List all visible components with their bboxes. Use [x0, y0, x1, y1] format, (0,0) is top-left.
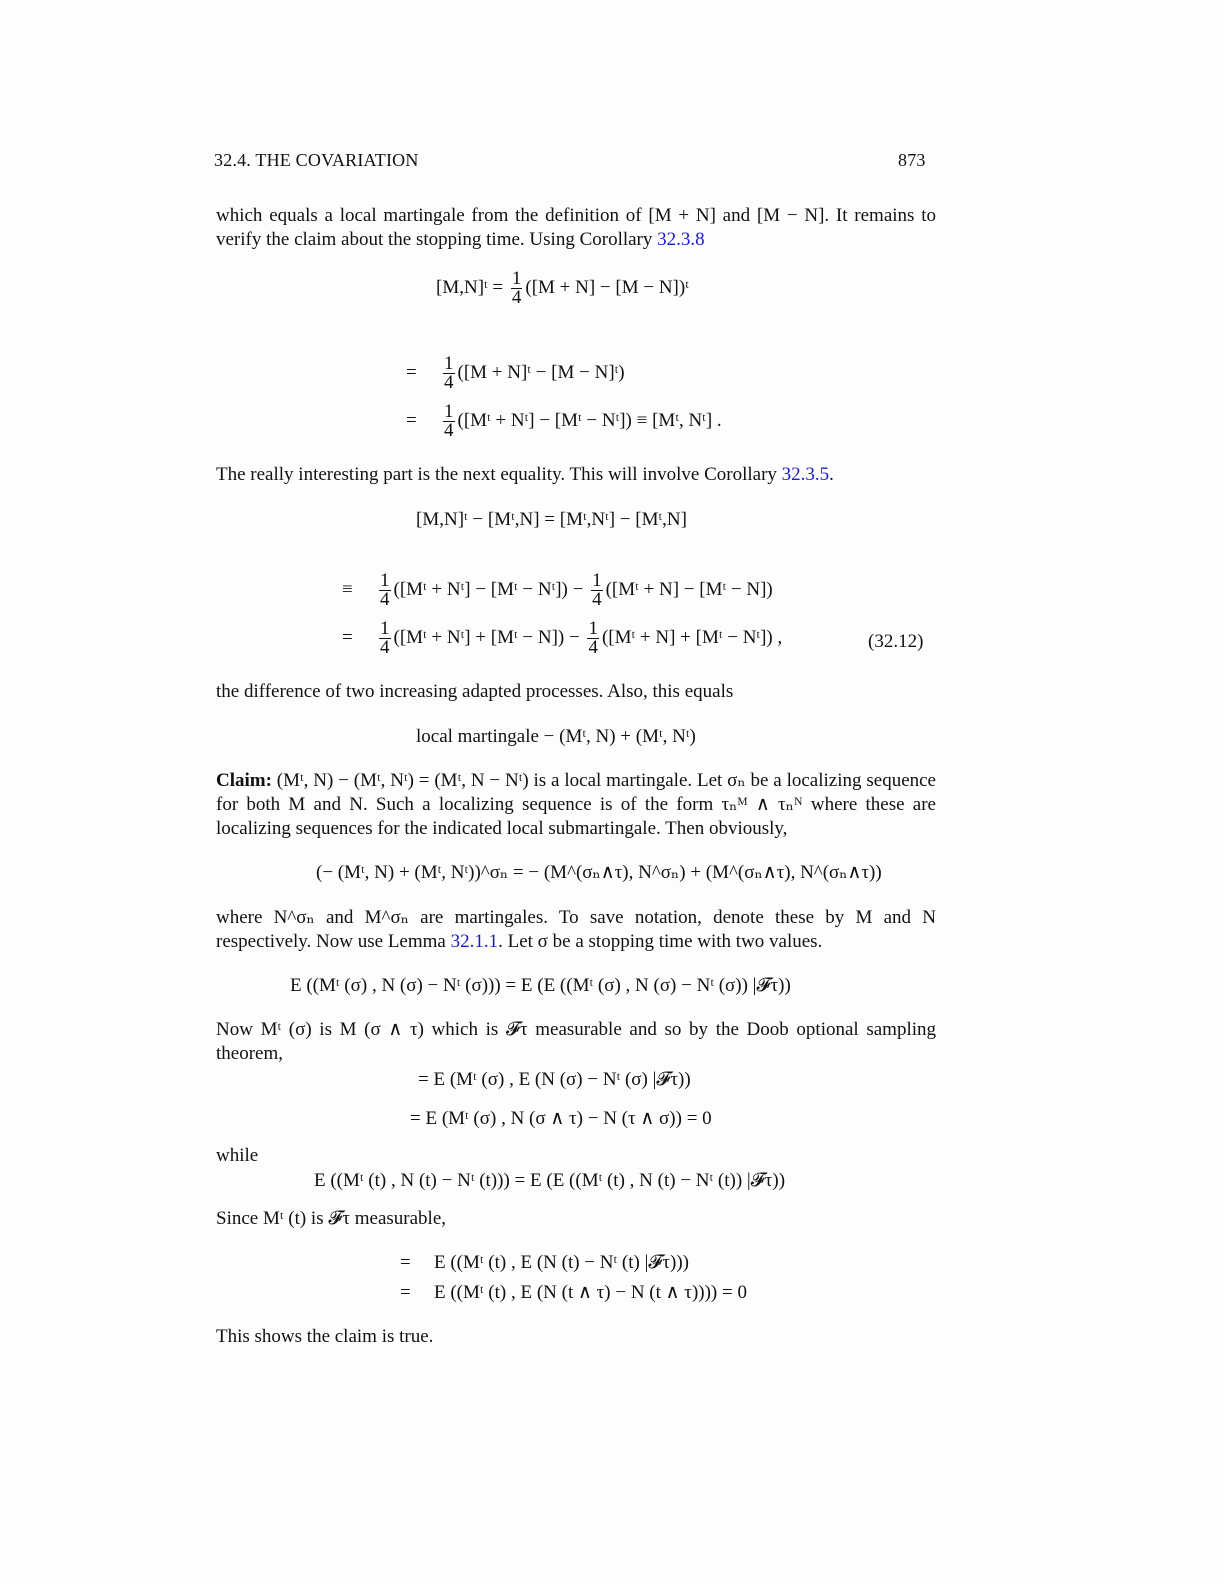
paragraph-8: Since Mᵗ (t) is 𝓕τ measurable, — [216, 1208, 447, 1229]
equation-10-line-2: = E ((Mᵗ (t) , E (N (t ∧ τ) − N (t ∧ τ)))) = 0 — [400, 1282, 747, 1303]
paragraph-7: while — [216, 1145, 259, 1166]
paragraph-2: The really interesting part is the next equality. This will involve Corollary 32.3.5. — [216, 464, 834, 485]
paragraph-1-text: which equals a local martingale from the definition of [M + N] and [M − N]. It remains to verify the claim about the stopping time. Using Corollary — [216, 205, 936, 250]
equation-6: (− (Mᵗ, N) + (Mᵗ, Nᵗ))^σₙ = − (M^(σₙ∧τ), N^σₙ) + (M^(σₙ∧τ), N^(σₙ∧τ)) — [316, 862, 882, 883]
equation-4-line-1: ≡ $\frac{1}{4}$ ([Mᵗ + Nᵗ] − [Mᵗ − Nᵗ]) − $\frac{1}{4}$ ([Mᵗ + N] − [Mᵗ − N]) — [342, 570, 773, 610]
equation-8-line-2: = E (Mᵗ (σ) , N (σ ∧ τ) − N (τ ∧ σ)) = 0 — [410, 1108, 712, 1129]
equation-2-line-2: = $\frac{1}{4}$ ([Mᵗ + Nᵗ] − [Mᵗ − Nᵗ]) ≡ [Mᵗ, Nᵗ] . — [406, 401, 722, 441]
equation-3: [M,N]ᵗ − [Mᵗ,N] = [Mᵗ,Nᵗ] − [Mᵗ,N] — [416, 509, 687, 530]
equation-1 — [436, 270, 689, 307]
lemma-link-32-1-1[interactable]: 32.1.1 — [450, 931, 499, 952]
eq1-lhs: [M,N]ᵗ = — [436, 276, 508, 298]
eq1-fraction: $\frac{1}{4}$ — [511, 268, 522, 308]
paragraph-5: where N^σₙ and M^σₙ are martingales. To save notation, denote these by M and N respectively. Now use Lemma 32.1.1. Let σ be a stopping time with two values. — [216, 907, 936, 952]
page-number: 873 — [898, 150, 926, 170]
equation-2-line-1: = $\frac{1}{4}$ ([M + N]ᵗ − [M − N]ᵗ) — [406, 353, 625, 393]
paragraph-1 — [216, 204, 936, 252]
equation-9: E ((Mᵗ (t) , N (t) − Nᵗ (t))) = E (E ((Mᵗ (t) , N (t) − Nᵗ (t)) |𝓕τ)) — [314, 1170, 786, 1191]
claim-paragraph: Claim: (Mᵗ, N) − (Mᵗ, Nᵗ) = (Mᵗ, N − Nᵗ) is a local martingale. Let σₙ be a localizing sequence for both M and N. Such a localizing sequence is of the form τₙᴹ ∧ τₙᴺ where these are localizing sequences for the indicated local submartingale. Then obviously, — [216, 770, 936, 839]
equation-10-line-1: = E ((Mᵗ (t) , E (N (t) − Nᵗ (t) |𝓕τ))) — [400, 1252, 690, 1273]
equation-tag-32-12: (32.12) — [868, 631, 924, 652]
equation-4-line-2: = $\frac{1}{4}$ ([Mᵗ + Nᵗ] + [Mᵗ − N]) − $\frac{1}{4}$ ([Mᵗ + N] + [Mᵗ − Nᵗ]) , — [342, 618, 783, 658]
corollary-link-32-3-5[interactable]: 32.3.5 — [781, 464, 830, 485]
corollary-link-32-3-8[interactable]: 32.3.8 — [657, 229, 705, 250]
paragraph-9: This shows the claim is true. — [216, 1326, 434, 1347]
paragraph-3: the difference of two increasing adapted processes. Also, this equals — [216, 681, 734, 702]
equation-7: E ((Mᵗ (σ) , N (σ) − Nᵗ (σ))) = E (E ((Mᵗ (σ) , N (σ) − Nᵗ (σ)) |𝓕τ)) — [290, 975, 791, 996]
equation-5: local martingale − (Mᵗ, N) + (Mᵗ, Nᵗ) — [416, 726, 696, 747]
running-header: 32.4. THE COVARIATION — [214, 150, 419, 170]
equation-8-line-1: = E (Mᵗ (σ) , E (N (σ) − Nᵗ (σ) |𝓕τ)) — [418, 1069, 691, 1090]
eq1-rhs: ([M + N] − [M − N])ᵗ — [525, 276, 689, 298]
claim-label: Claim: — [216, 770, 272, 791]
paragraph-6: Now Mᵗ (σ) is M (σ ∧ τ) which is 𝓕τ measurable and so by the Doob optional sampling theorem, — [216, 1019, 936, 1064]
